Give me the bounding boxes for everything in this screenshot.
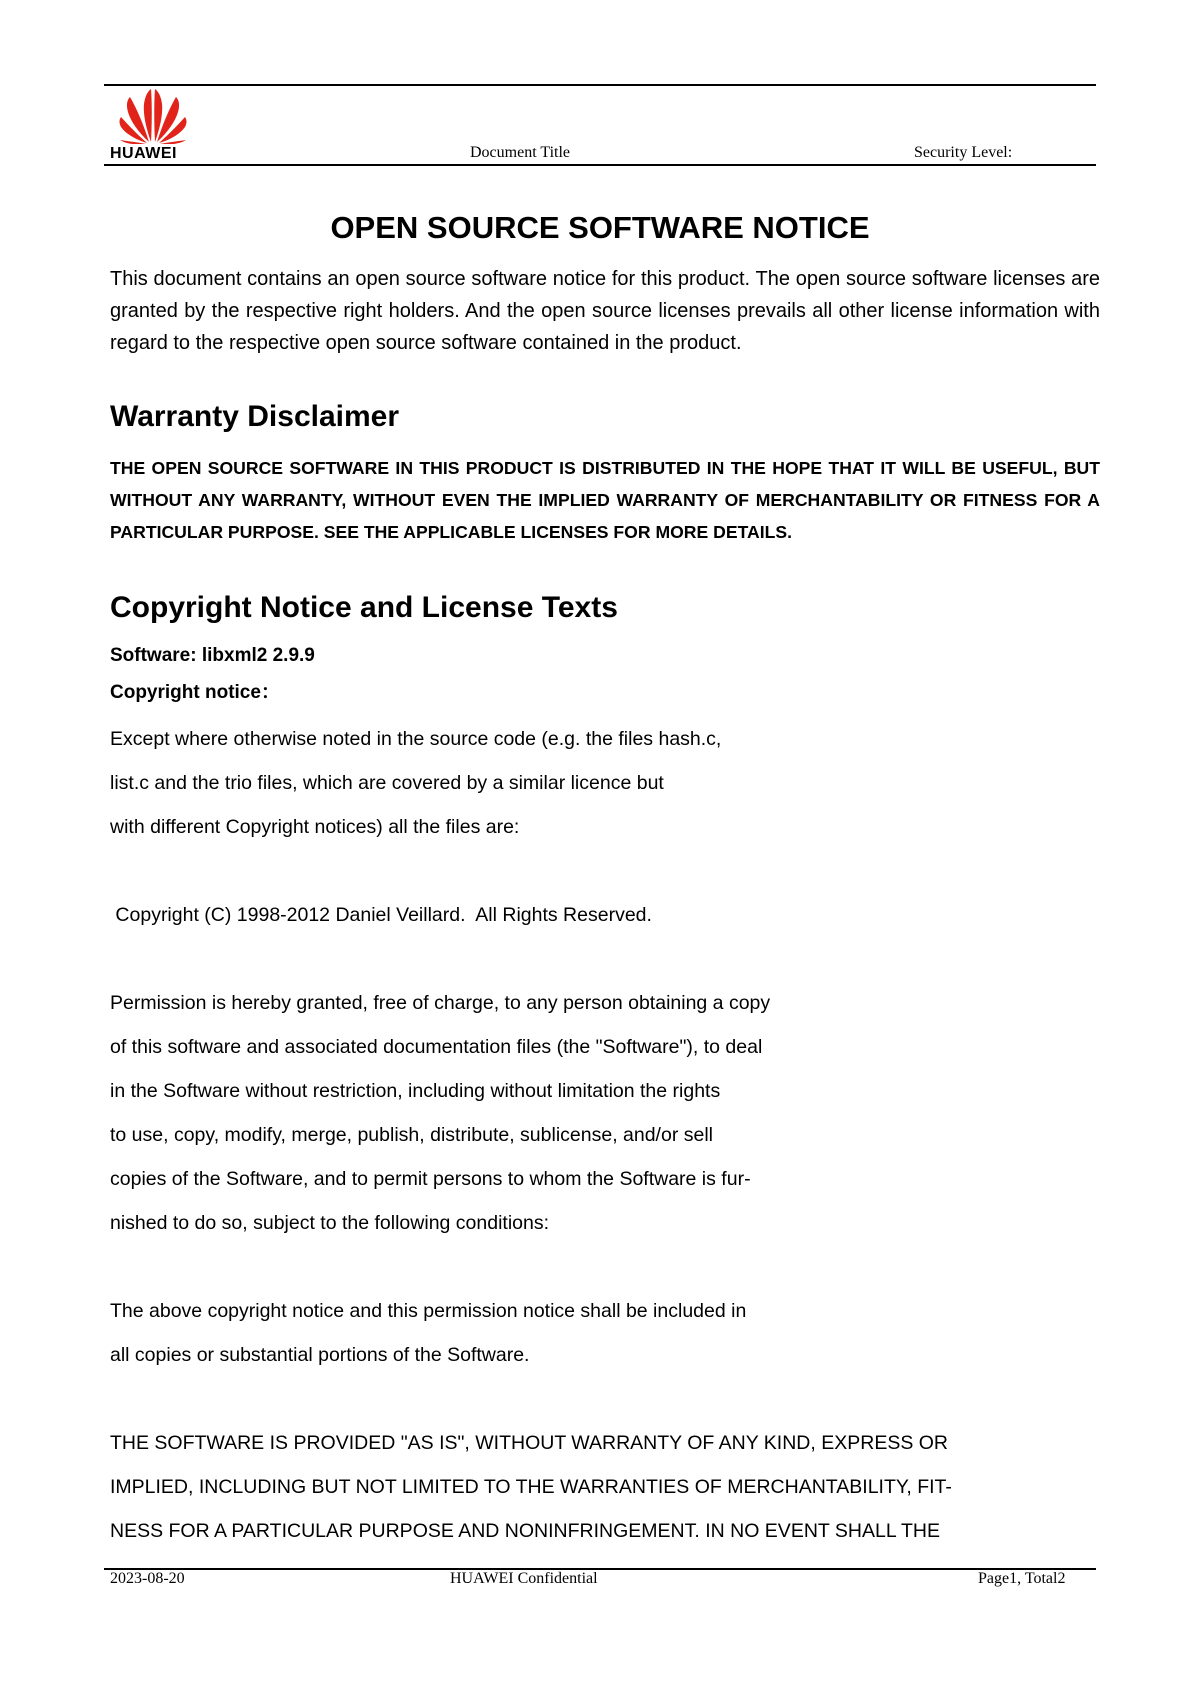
license-line: THE SOFTWARE IS PROVIDED "AS IS", WITHOUT WARRANTY OF ANY KIND, EXPRESS OR — [110, 1432, 949, 1454]
license-line: IMPLIED, INCLUDING BUT NOT LIMITED TO THE WARRANTIES OF MERCHANTABILITY, FIT- — [110, 1476, 952, 1498]
header-top-rule — [104, 84, 1096, 86]
license-line: Permission is hereby granted, free of charge, to any person obtaining a copy — [110, 992, 771, 1014]
license-line: with different Copyright notices) all the files are: — [110, 816, 520, 838]
footer-page-number: Page1, Total2 — [978, 1570, 1066, 1587]
header-security-level: Security Level: — [914, 144, 1013, 161]
license-text — [110, 717, 952, 1553]
license-line: in the Software without restriction, including without limitation the rights — [110, 1080, 721, 1102]
footer-confidential: HUAWEI Confidential — [450, 1570, 598, 1587]
footer-date: 2023-08-20 — [110, 1570, 185, 1587]
license-line: copies of the Software, and to permit persons to whom the Software is fur- — [110, 1168, 751, 1190]
license-line: all copies or substantial portions of the Software. — [110, 1344, 530, 1366]
copyright-heading: Copyright Notice and License Texts — [110, 591, 618, 624]
license-line — [110, 849, 952, 893]
license-line — [110, 1377, 952, 1421]
license-line: of this software and associated documentation files (the "Software"), to deal — [110, 1036, 763, 1058]
header-document-title: Document Title — [470, 144, 571, 161]
logo-wordmark: HUAWEI — [110, 145, 177, 162]
huawei-logo — [110, 86, 194, 164]
license-line: NESS FOR A PARTICULAR PURPOSE AND NONINFRINGEMENT. IN NO EVENT SHALL THE — [110, 1520, 941, 1542]
intro-paragraph: This document contains an open source software notice for this product. The open source software licenses are granted by the respective right holders. And the open source licenses prevails all other license information with regard to the respective open source software contained in the product. — [110, 268, 1100, 354]
license-line: list.c and the trio files, which are covered by a similar licence but — [110, 772, 664, 794]
license-line — [110, 937, 952, 981]
warranty-heading: Warranty Disclaimer — [110, 400, 400, 433]
copyright-notice-label: Copyright notice： — [110, 682, 280, 703]
license-line: Copyright (C) 1998-2012 Daniel Veillard. All Rights Reserved. — [110, 904, 652, 926]
license-line: The above copyright notice and this permission notice shall be included in — [110, 1300, 747, 1322]
warranty-text: THE OPEN SOURCE SOFTWARE IN THIS PRODUCT IS DISTRIBUTED IN THE HOPE THAT IT WILL BE USEFUL, BUT WITHOUT ANY WARRANTY, WITHOUT EVEN THE IMPLIED WARRANTY OF MERCHANTABILITY OR FITNESS FOR A PARTICULAR PURPOSE. SEE THE APPLICABLE LICENSES FOR MORE DETAILS. — [110, 458, 1100, 542]
huawei-logo-icon — [118, 86, 188, 144]
software-name: Software: libxml2 2.9.9 — [110, 645, 315, 666]
page-title: OPEN SOURCE SOFTWARE NOTICE — [330, 210, 870, 245]
license-line: nished to do so, subject to the following conditions: — [110, 1212, 550, 1234]
license-line: to use, copy, modify, merge, publish, distribute, sublicense, and/or sell — [110, 1124, 713, 1146]
license-line — [110, 1245, 952, 1289]
header-bottom-rule — [104, 164, 1096, 166]
footer-rule — [104, 1568, 1096, 1570]
license-line: Except where otherwise noted in the source code (e.g. the files hash.c, — [110, 728, 722, 750]
